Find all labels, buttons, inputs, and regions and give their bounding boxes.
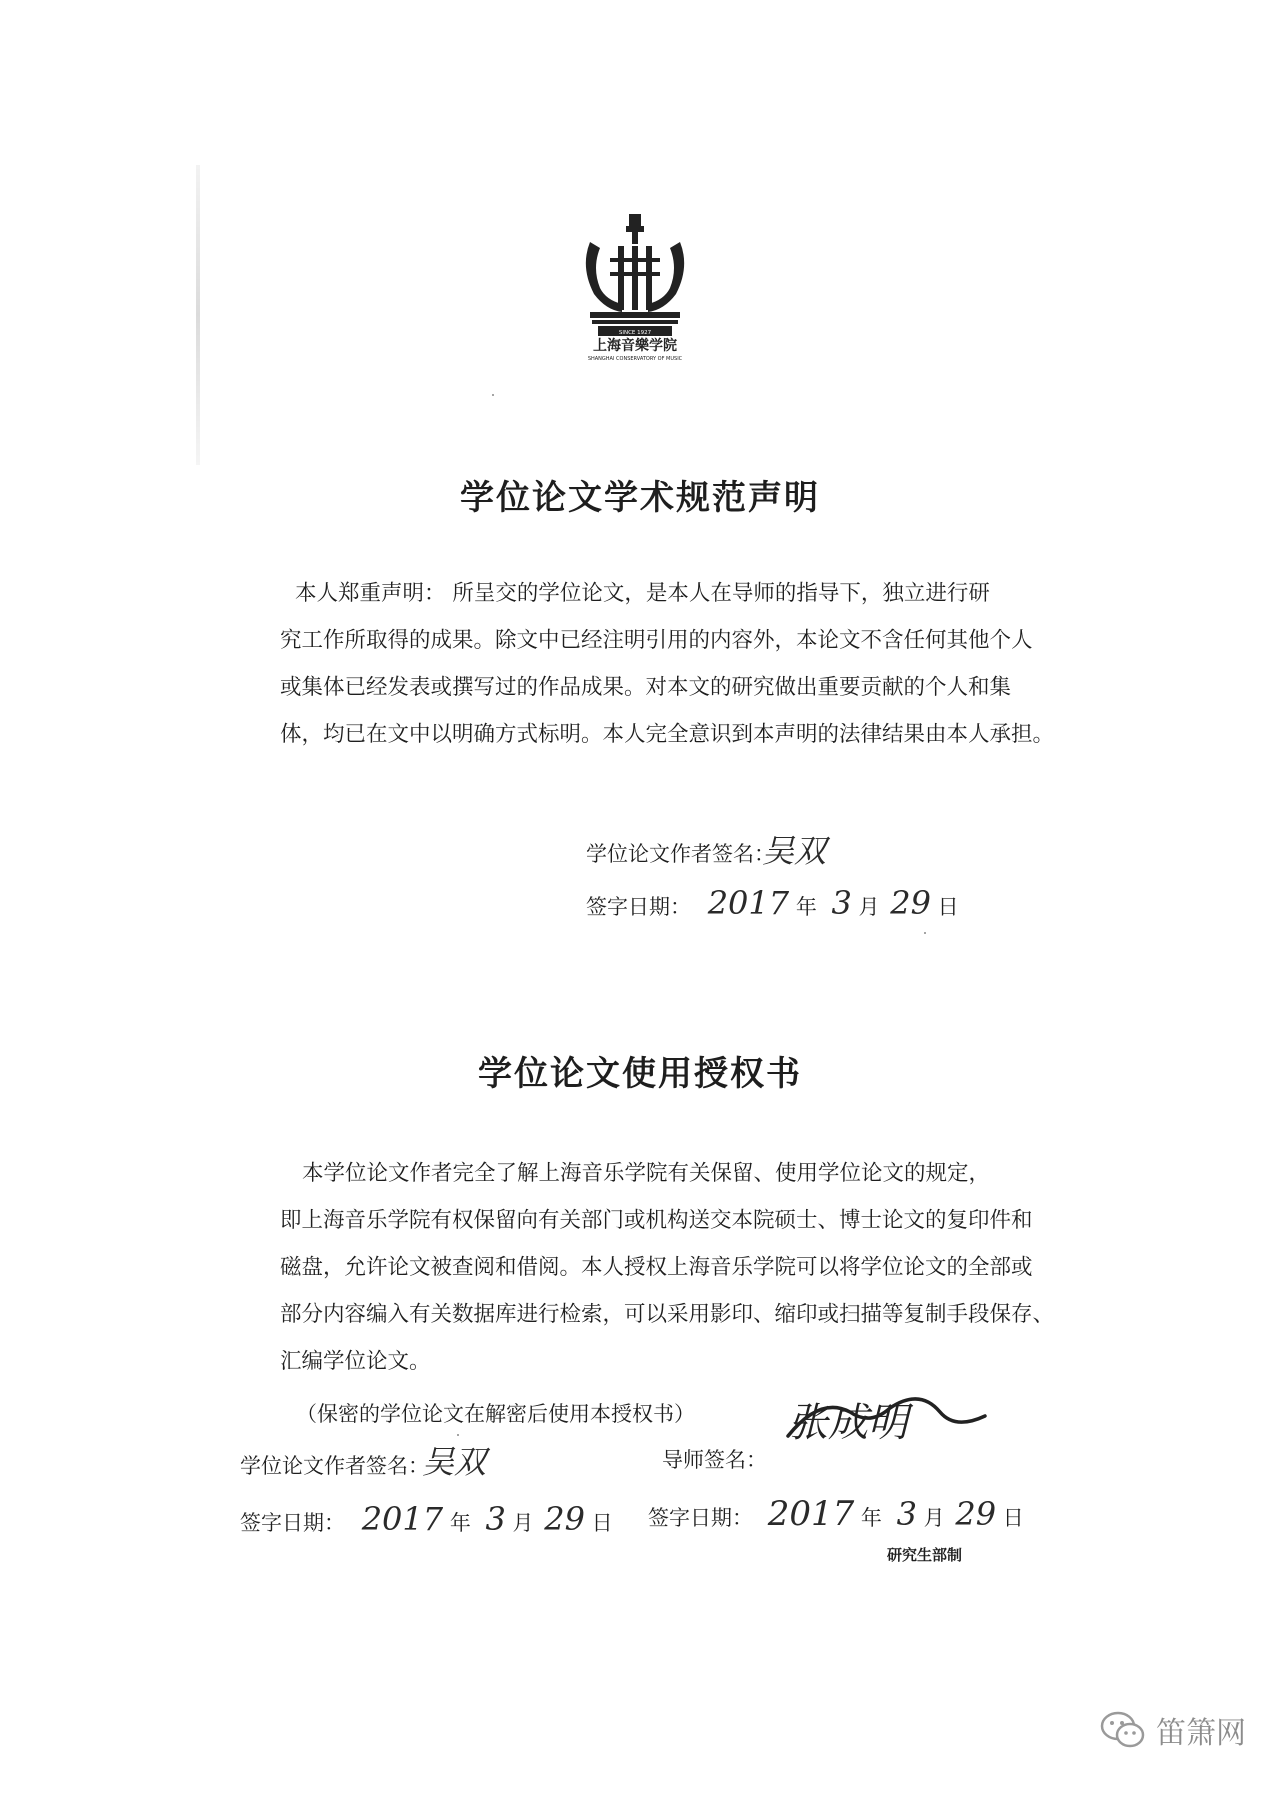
- made-by-note: 研究生部制: [887, 1546, 963, 1564]
- authorization-author-signature: 吴双: [422, 1443, 487, 1481]
- declaration-date-row: [586, 884, 959, 922]
- authorization-line: 本学位论文作者完全了解上海音乐学院有关保留、使用学位论文的规定，: [302, 1161, 991, 1186]
- authorization-author-sign-label: 学位论文作者签名：: [240, 1454, 429, 1478]
- scan-speck: [457, 1434, 459, 1436]
- declaration-date-year: 2017: [707, 884, 790, 922]
- advisor-date-row: [648, 1494, 1024, 1534]
- declaration-date-month: 3: [831, 884, 852, 922]
- authorization-line: 汇编学位论文。: [280, 1349, 431, 1374]
- advisor-date-label: 签字日期：: [648, 1506, 753, 1530]
- confidential-note: （保密的学位论文在解密后使用本授权书）: [296, 1402, 695, 1426]
- declaration-author-sign-label: 学位论文作者签名：: [586, 842, 775, 866]
- advisor-date-day: 29: [955, 1495, 997, 1533]
- authorization-author-date-row: [240, 1500, 613, 1538]
- author-date-year: 2017: [361, 1500, 444, 1538]
- declaration-author-signature: 吴双: [762, 832, 827, 870]
- declaration-line: 本人郑重声明： 所呈交的学位论文，是本人在导师的指导下，独立进行研: [295, 581, 990, 606]
- year-unit: 年: [795, 895, 817, 919]
- scan-speck: [924, 932, 926, 934]
- year-unit: 年: [860, 1506, 882, 1530]
- authorization-body: [280, 1150, 1055, 1385]
- authorization-line: 磁盘，允许论文被查阅和借阅。本人授权上海音乐学院可以将学位论文的全部或: [280, 1255, 1033, 1280]
- scan-shadow-edge: [196, 165, 200, 465]
- logo-chinese-name: 上海音樂学院: [593, 338, 677, 354]
- day-unit: 日: [1002, 1506, 1024, 1530]
- declaration-date-label: 签字日期：: [586, 895, 691, 919]
- author-date-month: 3: [485, 1500, 506, 1538]
- advisor-signature-text: 张成明: [788, 1400, 908, 1446]
- conservatory-logo: [560, 212, 710, 362]
- wechat-icon: [1100, 1710, 1146, 1750]
- logo-since-text: SINCE 1927: [618, 330, 652, 336]
- authorization-title: 学位论文使用授权书: [478, 1054, 802, 1094]
- declaration-body: [280, 570, 1055, 758]
- advisor-date-month: 3: [896, 1495, 917, 1533]
- authorization-line: 即上海音乐学院有权保留向有关部门或机构送交本院硕士、博士论文的复印件和: [280, 1208, 1033, 1233]
- declaration-line: 或集体已经发表或撰写过的作品成果。对本文的研究做出重要贡献的个人和集: [280, 675, 1012, 700]
- author-date-label: 签字日期：: [240, 1511, 345, 1535]
- declaration-line: 究工作所取得的成果。除文中已经注明引用的内容外，本论文不含任何其他个人: [280, 628, 1033, 653]
- scan-speck: [492, 394, 494, 396]
- year-unit: 年: [449, 1511, 471, 1535]
- month-unit: 月: [512, 1511, 534, 1535]
- logo-english-name: SHANGHAI CONSERVATORY OF MUSIC: [587, 356, 683, 362]
- watermark-text: 笛箫网: [1156, 1716, 1246, 1751]
- advisor-signature: [780, 1378, 990, 1468]
- day-unit: 日: [937, 895, 959, 919]
- advisor-sign-label: 导师签名：: [662, 1448, 767, 1472]
- month-unit: 月: [858, 895, 880, 919]
- authorization-line: 部分内容编入有关数据库进行检索，可以采用影印、缩印或扫描等复制手段保存、: [280, 1302, 1055, 1327]
- declaration-date-day: 29: [890, 884, 931, 922]
- advisor-date-year: 2017: [767, 1494, 855, 1534]
- month-unit: 月: [923, 1506, 945, 1530]
- author-date-day: 29: [544, 1500, 585, 1538]
- declaration-line: 体，均已在文中以明确方式标明。本人完全意识到本声明的法律结果由本人承担。: [280, 722, 1055, 747]
- declaration-title: 学位论文学术规范声明: [460, 478, 820, 518]
- watermark: [1100, 1708, 1246, 1752]
- day-unit: 日: [591, 1511, 613, 1535]
